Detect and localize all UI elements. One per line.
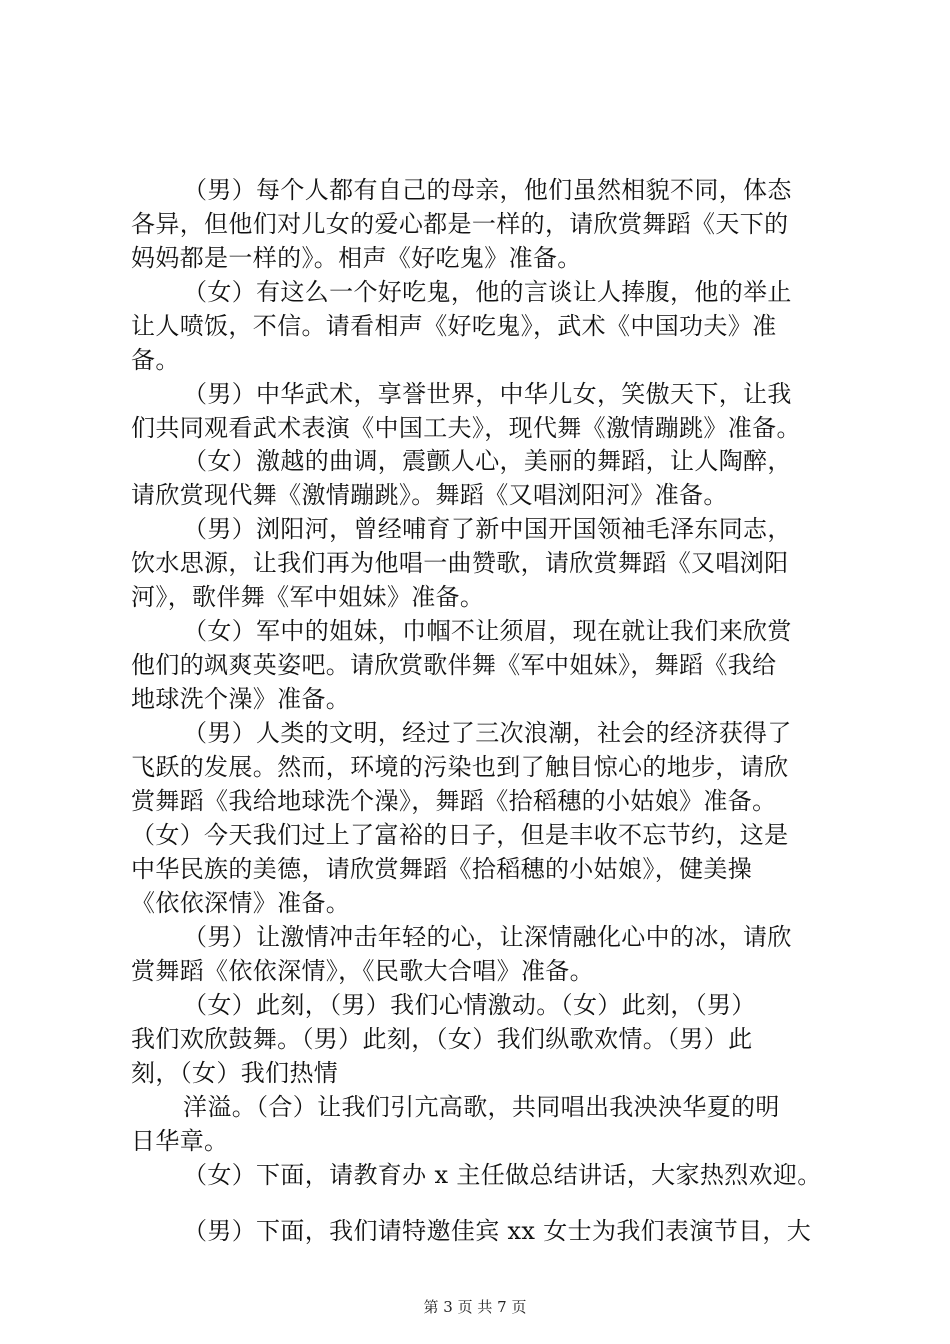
text-line: 赏舞蹈《依依深情》，《民歌大合唱》准备。 xyxy=(131,957,594,985)
text-line: 他们的飒爽英姿吧。请欣赏歌伴舞《军中姐妹》，舞蹈《我给 xyxy=(131,651,777,679)
text-line: 中华民族的美德，请欣赏舞蹈《拾稻穗的小姑娘》，健美操 xyxy=(131,855,753,883)
text-line: 饮水思源，让我们再为他唱一曲赞歌，请欣赏舞蹈《又唱浏阳 xyxy=(131,549,789,577)
text-line: 备。 xyxy=(131,346,180,374)
text-line: 各异，但他们对儿女的爱心都是一样的，请欣赏舞蹈《天下的 xyxy=(131,210,789,238)
text-line: （男）下面，我们请特邀佳宾 xx 女士为我们表演节目，大 xyxy=(183,1217,812,1245)
text-line: （男）每个人都有自己的母亲，他们虽然相貌不同，体态 xyxy=(183,176,792,204)
text-line: 妈妈都是一样的》。相声《好吃鬼》准备。 xyxy=(131,244,582,272)
text-line: 我们欢欣鼓舞。（男）此刻，（女）我们纵歌欢情。（男）此 xyxy=(131,1025,753,1053)
text-line: 洋溢。（合）让我们引亢高歌，共同唱出我泱泱华夏的明 xyxy=(183,1093,780,1121)
page-footer: 第 3 页 共 7 页 xyxy=(423,1298,527,1316)
text-line: 赏舞蹈《我给地球洗个澡》，舞蹈《拾稻穗的小姑娘》准备。 xyxy=(131,787,777,815)
text-line: （女）此刻，（男）我们心情激动。（女）此刻，（男） xyxy=(183,991,756,1019)
text-line: （女）下面，请教育办 x 主任做总结讲话，大家热烈欢迎。 xyxy=(183,1161,822,1189)
text-line: 河》，歌伴舞《军中姐妹》准备。 xyxy=(131,583,485,611)
text-line: （女）军中的姐妹，巾帼不让须眉，现在就让我们来欣赏 xyxy=(183,617,792,645)
text-line: 日华章。 xyxy=(131,1127,229,1155)
text-line: （男）让激情冲击年轻的心，让深情融化心中的冰，请欣 xyxy=(183,923,792,951)
text-line: （男）人类的文明，经过了三次浪潮，社会的经济获得了 xyxy=(183,719,792,747)
text-line: （男）浏阳河，曾经哺育了新中国开国领袖毛泽东同志， xyxy=(183,515,792,543)
text-line: 请欣赏现代舞《激情蹦跳》。舞蹈《又唱浏阳河》准备。 xyxy=(131,481,728,509)
text-line: 让人喷饭，不信。请看相声《好吃鬼》，武术《中国功夫》准 xyxy=(131,312,777,340)
text-line: （男）中华武术，享誉世界，中华儿女，笑傲天下，让我 xyxy=(183,380,792,408)
text-line: （女）今天我们过上了富裕的日子，但是丰收不忘节约，这是 xyxy=(131,821,789,849)
text-line: 《依依深情》准备。 xyxy=(131,889,351,917)
text-line: （女）有这么一个好吃鬼，他的言谈让人捧腹，他的举止 xyxy=(183,278,792,306)
text-line: 刻，（女）我们热情 xyxy=(131,1059,339,1087)
text-line: 们共同观看武术表演《中国工夫》，现代舞《激情蹦跳》准备。 xyxy=(131,414,801,442)
text-line: 地球洗个澡》准备。 xyxy=(131,685,351,713)
text-line: （女）激越的曲调，震颤人心，美丽的舞蹈，让人陶醉， xyxy=(183,447,792,475)
text-line: 飞跃的发展。然而，环境的污染也到了触目惊心的地步，请欣 xyxy=(131,753,789,781)
